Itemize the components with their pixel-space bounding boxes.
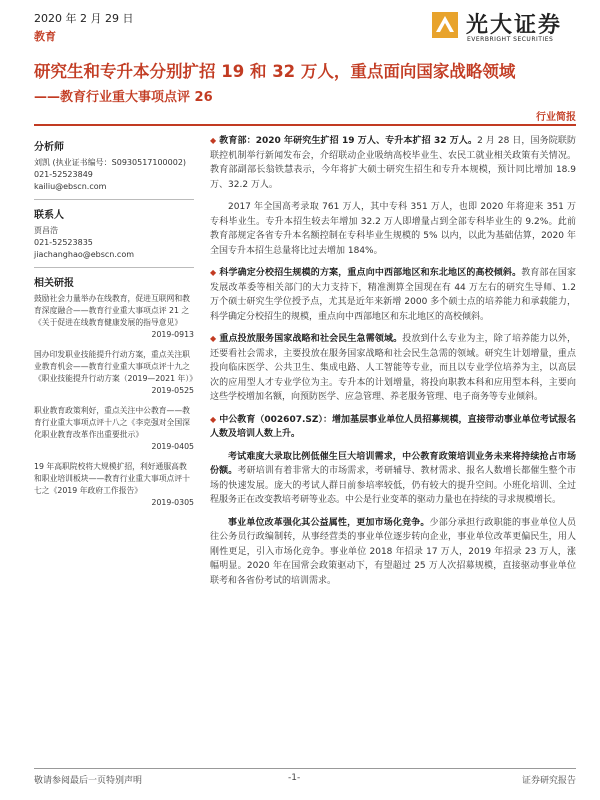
paragraph-public-institution-reform (210, 516, 576, 589)
bullet-diamond-icon: ◆ (210, 414, 217, 424)
related-report-date: 2019-0405 (151, 442, 194, 451)
paragraph-text: 少部分承担行政职能的事业单位人员往公务员行政编制转，从事经营类的事业单位逐步转向企业，事业单位改革更偏民生，用人刚性更足，引入市场化竞争。事业单位 2018 年招录 17 万人，2019 年招录 23 万人，涨幅明显。2020 年在国常会政策驱动下，有望超过 25 万人次招募规模，直接驱动事业单位联考和各省份考试的培训需求。 (210, 517, 576, 586)
industry-category: 教育 (34, 30, 56, 43)
bullet-diamond-icon: ◆ (210, 334, 217, 343)
paragraph-lead: 教育部：2020 年研究生扩招 19 万人、专升本扩招 32 万人。 (219, 136, 478, 146)
related-report-item[interactable] (34, 293, 194, 341)
paragraph-enrollment-stats (210, 200, 576, 258)
paragraph-text: 2017 年全国高考录取 761 万人，其中专科 351 万人，也即 2020 年将迎来 351 万专科毕业生。专升本招生较去年增加 32.2 万人即增量占到全部专科毕业生的 9.2%。此前教育部规定各省专升本名额控制在专科毕业生规模的 5% 以内，以此为基础估算，2020 年全国专升本招生总量将比过去增加 184%。 (210, 202, 576, 256)
analyst-name-line: 刘凯 (执业证书编号：S0930517100002) (34, 158, 187, 167)
paragraph-text: 考研培训有着非常大的市场需求，考研辅导、教材需求、报名人数增长都催生整个市场的快速发展。庞大的考试人群日前参培率较低，仍有较大的提升空间。小班化培训、全过程服务正在改变教培考研等业态。中公是行业变革的驱动力量也在持续的寻求规模增长。 (210, 466, 576, 505)
paragraph-offcn (210, 413, 576, 442)
paragraph-strategic-fields (210, 332, 576, 405)
logo-english-name: EVERBRIGHT SECURITIES (467, 36, 554, 43)
header-divider (34, 124, 576, 126)
related-report-text: 国办印发职业技能提升行动方案，重点关注职业教育机会——教育行业重大事项点评十九之《职业技能提升行动方案（2019—2021 年）》 (34, 350, 198, 383)
analyst-heading: 分析师 (34, 142, 64, 153)
paragraph-training-demand (210, 450, 576, 508)
logo-chinese-name: 光大证券 (466, 12, 563, 38)
page-title: 研究生和专升本分别扩招 19 和 32 万人，重点面向国家战略领域 (34, 62, 516, 81)
paragraph-lead: 中公教育（002607.SZ）：增加基层事业单位人员招募规模，直接带动事业单位考试报名人数及培训人数上升。 (210, 414, 576, 439)
company-logo (430, 8, 570, 46)
paragraph-text: 教育部在国家发展改革委等相关部门的大力支持下，精准测算全国现在有 44 万左右的研究生导师、1.2 万个硕士研究生学位授予点，尤其是近年来新增 2000 多个硕士点的培养能力和承载能力，科学确定分校招生的规模，重点向中西部地区和东北地区的高校倾斜。 (210, 268, 576, 322)
related-report-text: 19 年高职院校将大规模扩招，利好通服高教和职业培训板块——教育行业重大事项点评十七之《2019 年政府工作报告》 (34, 462, 190, 495)
report-type-label: 行业简报 (536, 112, 576, 123)
analyst-email[interactable]: kailiu@ebscn.com (34, 182, 107, 191)
sidebar (34, 134, 198, 517)
related-report-item[interactable] (34, 405, 194, 453)
report-date: 2020 年 2 月 29 日 (34, 12, 134, 25)
paragraph-text: 投放到什么专业为主，除了培养能力以外，还要看社会需求，主要投放在服务国家战略和社会民生急需的领域。研究生计划增量，重点投向临床医学、公共卫生、集成电路、人工智能等专业，而且以专业学位培养为主，以高层次的应用型人才专业学位为主。专升本的计划增量，将投向职教本科和应用型本科，主要向这些学校增加名额，向预防医学、应急管理、养老服务管理、电子商务等专业倾斜。 (210, 334, 576, 402)
related-reports-heading: 相关研报 (34, 278, 74, 289)
paragraph-lead: 科学确定分校招生规模的方案，重点向中西部地区和东北地区的高校倾斜。 (219, 268, 522, 278)
paragraph-regional-tilt (210, 266, 576, 324)
contact-phone: 021-52523835 (34, 238, 93, 247)
related-report-text: 职业教育政策利好，重点关注中公教育——教育行业重大事项点评十八之《李克强对全国深化职业教育改革作出重要批示》 (34, 406, 190, 439)
paragraph-text: 2 月 28 日，国务院联防联控机制举行新闻发布会，介绍联动企业吸纳高校毕业生、农民工就业相关政策有关情况。教育部副部长翁铁慧表示，今年将扩大硕士研究生招生和专升本规模，预计同比增加 18.9 万、32.2 万人。 (210, 136, 577, 190)
paragraph-moe-expansion (210, 134, 576, 192)
related-report-date: 2019-0913 (151, 330, 194, 339)
footer-divider (34, 768, 576, 769)
bullet-diamond-icon: ◆ (210, 136, 217, 145)
related-report-date: 2019-0525 (151, 386, 194, 395)
contact-heading: 联系人 (34, 210, 64, 221)
analyst-phone: 021-52523849 (34, 170, 93, 179)
related-report-item[interactable] (34, 349, 198, 397)
paragraph-lead: 事业单位改革强化其公益属性，更加市场化竞争。 (228, 517, 430, 528)
page-subtitle: ——教育行业重大事项点评 26 (34, 90, 213, 105)
everbright-logo-icon (430, 10, 460, 40)
sidebar-divider (34, 267, 194, 268)
contact-email[interactable]: jiachanghao@ebscn.com (34, 250, 134, 259)
related-report-item[interactable] (34, 461, 194, 509)
bullet-diamond-icon: ◆ (210, 268, 217, 277)
page-number: -1- (288, 773, 301, 783)
sidebar-divider (34, 199, 194, 200)
contact-name: 贾昌浩 (34, 226, 58, 235)
main-content (210, 134, 576, 596)
paragraph-lead: 重点投放服务国家战略和社会民生急需领域。 (219, 334, 403, 344)
footer-disclaimer: 敬请参阅最后一页特别声明 (34, 776, 143, 786)
related-report-date: 2019-0305 (151, 498, 194, 507)
related-report-text: 鼓励社会力量举办在线教育，促进互联网和教育深度融合——教育行业重大事项点评 21 之《关于促进在线教育健康发展的指导意见》 (34, 294, 190, 327)
paragraph-lead: 考试难度大录取比例低催生巨大培训需求，中公教育政策培训业务未来将持续抢占市场份额。 (210, 451, 576, 476)
footer-report-label: 证券研究报告 (521, 776, 576, 786)
